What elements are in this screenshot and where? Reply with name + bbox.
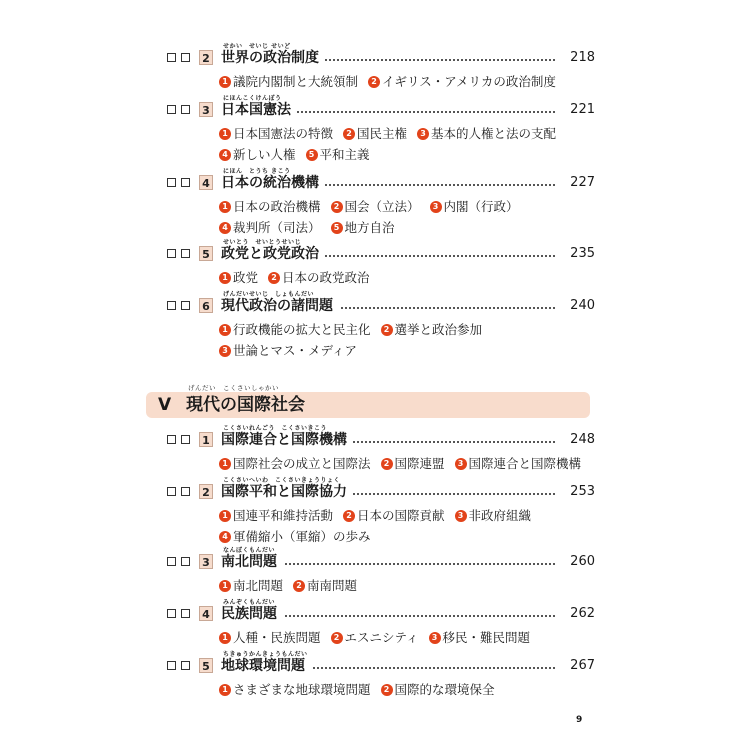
page-ref: 262: [566, 605, 595, 623]
subitem-text: 国際連盟: [394, 456, 445, 471]
subitem-list: [165, 627, 595, 648]
chapter-number: 1: [199, 432, 213, 447]
section-title: 現代の国際社会: [186, 395, 305, 415]
number-bullet: 2: [331, 201, 343, 213]
toc-entry-international-peace: [165, 477, 595, 547]
subitem-list: [165, 196, 595, 238]
subitem-text: 国連平和維持活動: [233, 508, 334, 523]
number-bullet: 1: [219, 580, 231, 592]
subitem-list: [165, 123, 595, 165]
checkbox-2[interactable]: [181, 249, 190, 258]
section-ruby-reading: げんだい こくさいしゃかい: [188, 384, 279, 392]
number-bullet: 3: [455, 458, 467, 470]
chapter-title: [221, 477, 353, 501]
chapter-title-text: 世界の政治制度: [221, 50, 319, 66]
chapter-title: [221, 547, 283, 571]
chapter-title-text: 現代政治の諸問題: [221, 298, 333, 314]
chapter-number: 5: [199, 658, 213, 673]
ruby-reading: げんだいせいじ しょもんだい: [223, 291, 315, 298]
subitem: [381, 453, 445, 474]
subitem: [219, 679, 371, 700]
subitem: [331, 217, 395, 238]
subitem-text: 地方自治: [344, 220, 395, 235]
checkbox-2[interactable]: [181, 301, 190, 310]
checkbox-1[interactable]: [167, 178, 176, 187]
subitem: [219, 144, 296, 165]
checkbox-1[interactable]: [167, 249, 176, 258]
page-ref: 267: [566, 657, 595, 675]
page-ref: 218: [566, 49, 595, 67]
number-bullet: 2: [368, 76, 380, 88]
toc-entry-world-political-systems: [165, 43, 595, 92]
chapter-number: 4: [199, 606, 213, 621]
subitem: [268, 267, 370, 288]
subitem-text: 内閣（行政）: [443, 199, 519, 214]
subitem-list: [165, 575, 595, 596]
number-bullet: 1: [219, 510, 231, 522]
number-bullet: 2: [343, 510, 355, 522]
page-number: 9: [576, 715, 583, 725]
ruby-reading: せいとう せいとうせいじ: [223, 239, 302, 246]
chapter-title: [221, 239, 325, 263]
ruby-reading: ちきゅうかんきょうもんだい: [223, 651, 308, 658]
subitem-text: 日本の政党政治: [282, 270, 370, 285]
chapter-title-text: 政党と政党政治: [221, 246, 319, 262]
subitem-text: エスニシティ: [344, 630, 419, 645]
ruby-reading: せかい せいじ せいど: [223, 43, 291, 50]
subitem-text: 選挙と政治参加: [394, 322, 483, 337]
chapter-title: [221, 168, 325, 192]
toc-entry-modern-political-issues: [165, 291, 595, 361]
chapter-number: 4: [199, 175, 213, 190]
checkbox-1[interactable]: [167, 609, 176, 618]
subitem-text: 裁判所（司法）: [233, 220, 321, 235]
ruby-reading: こくさいれんごう こくさいきこう: [223, 425, 328, 432]
subitem-text: 日本の政治機構: [233, 199, 321, 214]
checkbox-1[interactable]: [167, 487, 176, 496]
number-bullet: 3: [455, 510, 467, 522]
subitem-text: 国会（立法）: [344, 199, 420, 214]
subitem-list: [165, 267, 595, 288]
number-bullet: 1: [219, 201, 231, 213]
page-ref: 260: [566, 553, 595, 571]
checkbox-1[interactable]: [167, 53, 176, 62]
toc-entry-global-environment: [165, 651, 595, 700]
subitem-text: 世論とマス・メディア: [233, 343, 358, 358]
number-bullet: 2: [293, 580, 305, 592]
section-header: [146, 384, 590, 418]
subitem: [381, 679, 495, 700]
subitem: [331, 627, 419, 648]
subitem: [455, 505, 532, 526]
subitem: [429, 627, 531, 648]
page-ref: 235: [566, 245, 595, 263]
toc-entry-ethnic-issues: [165, 599, 595, 648]
number-bullet: 3: [219, 345, 231, 357]
subitem-list: [165, 319, 549, 361]
toc-entry-constitution: [165, 95, 595, 165]
number-bullet: 1: [219, 76, 231, 88]
subitem-text: 非政府組織: [468, 508, 532, 523]
page-ref: 253: [566, 483, 595, 501]
number-bullet: 2: [343, 128, 355, 140]
ruby-reading: にほんこくけんぽう: [223, 95, 282, 102]
number-bullet: 4: [219, 531, 231, 543]
subitem-text: 国際的な環境保全: [394, 682, 495, 697]
page-ref: 227: [566, 174, 595, 192]
number-bullet: 1: [219, 684, 231, 696]
subitem: [219, 453, 371, 474]
chapter-number: 2: [199, 50, 213, 65]
subitem: [306, 144, 370, 165]
toc-entry-north-south-problem: [165, 547, 595, 596]
checkbox-1[interactable]: [167, 661, 176, 670]
chapter-title-text: 南北問題: [221, 554, 277, 570]
subitem-list: [165, 71, 595, 92]
number-bullet: 2: [381, 684, 393, 696]
checkbox-2[interactable]: [181, 53, 190, 62]
subitem-text: 国際社会の成立と国際法: [233, 456, 371, 471]
number-bullet: 1: [219, 632, 231, 644]
subitem-text: 国際連合と国際機構: [468, 456, 582, 471]
toc-entry-governing-structure: [165, 168, 595, 238]
ruby-reading: にほん とうち きこう: [223, 168, 291, 175]
subitem: [219, 575, 283, 596]
subitem-text: 日本の国際貢献: [357, 508, 445, 523]
number-bullet: 4: [219, 149, 231, 161]
checkbox-1[interactable]: [167, 557, 176, 566]
subitem-text: 行政機能の拡大と民主化: [233, 322, 371, 337]
subitem-text: 人種・民族問題: [233, 630, 321, 645]
number-bullet: 5: [306, 149, 318, 161]
number-bullet: 1: [219, 324, 231, 336]
chapter-title: [221, 291, 339, 315]
subitem: [219, 267, 258, 288]
subitem: [368, 71, 556, 92]
checkbox-2[interactable]: [181, 435, 190, 444]
checkbox-1[interactable]: [167, 105, 176, 114]
chapter-number: 3: [199, 102, 213, 117]
chapter-title: [221, 43, 325, 67]
page-ref: 240: [566, 297, 595, 315]
subitem-text: 南南問題: [307, 578, 358, 593]
subitem: [219, 196, 321, 217]
chapter-title-text: 国際平和と国際協力: [221, 484, 347, 500]
subitem-text: イギリス・アメリカの政治制度: [382, 74, 556, 89]
chapter-title: [221, 425, 353, 449]
number-bullet: 1: [219, 128, 231, 140]
subitem-text: 軍備縮小（軍縮）の歩み: [233, 529, 371, 544]
ruby-reading: こくさいへいわ こくさいきょうりょく: [223, 477, 341, 484]
subitem: [219, 627, 321, 648]
subitem: [219, 123, 333, 144]
subitem-text: 基本的人権と法の支配: [431, 126, 557, 141]
number-bullet: 2: [381, 324, 393, 336]
section-roman-numeral: V: [158, 395, 172, 415]
number-bullet: 2: [381, 458, 393, 470]
subitem-text: 政党: [233, 270, 259, 285]
toc-entry-political-parties: [165, 239, 595, 288]
subitem: [381, 319, 483, 340]
subitem: [430, 196, 519, 217]
subitem: [219, 505, 333, 526]
chapter-title-text: 日本の統治機構: [221, 175, 319, 191]
subitem-list: [165, 679, 595, 700]
chapter-title-text: 日本国憲法: [221, 102, 291, 118]
checkbox-1[interactable]: [167, 435, 176, 444]
subitem-list: [165, 505, 595, 547]
number-bullet: 4: [219, 222, 231, 234]
subitem-text: 新しい人権: [233, 147, 296, 162]
subitem: [331, 196, 420, 217]
chapter-title: [221, 599, 283, 623]
checkbox-2[interactable]: [181, 557, 190, 566]
chapter-number: 2: [199, 484, 213, 499]
number-bullet: 3: [429, 632, 441, 644]
subitem-text: 南北問題: [233, 578, 284, 593]
checkbox-2[interactable]: [181, 105, 190, 114]
subitem-text: さまざまな地球環境問題: [233, 682, 371, 697]
checkbox-2[interactable]: [181, 178, 190, 187]
subitem: [219, 340, 357, 361]
page-ref: 221: [566, 101, 595, 119]
chapter-title: [221, 95, 297, 119]
number-bullet: 2: [268, 272, 280, 284]
chapter-number: 6: [199, 298, 213, 313]
chapter-number: 5: [199, 246, 213, 261]
subitem-text: 議院内閣制と大統領制: [233, 74, 359, 89]
number-bullet: 3: [417, 128, 429, 140]
chapter-number: 3: [199, 554, 213, 569]
subitem: [293, 575, 357, 596]
subitem-text: 日本国憲法の特徴: [233, 126, 334, 141]
page-ref: 248: [566, 431, 595, 449]
subitem-text: 国民主権: [357, 126, 408, 141]
subitem: [219, 319, 371, 340]
subitem-list: [165, 453, 595, 474]
subitem-text: 移民・難民問題: [442, 630, 531, 645]
ruby-reading: なんぼくもんだい: [223, 547, 276, 554]
subitem-text: 平和主義: [319, 147, 370, 162]
subitem: [219, 71, 358, 92]
chapter-title-text: 国際連合と国際機構: [221, 432, 347, 448]
checkbox-2[interactable]: [181, 609, 190, 618]
ruby-reading: みんぞくもんだい: [223, 599, 276, 606]
subitem: [343, 123, 407, 144]
number-bullet: 1: [219, 272, 231, 284]
checkbox-1[interactable]: [167, 301, 176, 310]
subitem: [455, 453, 582, 474]
number-bullet: 3: [430, 201, 442, 213]
subitem: [343, 505, 445, 526]
number-bullet: 2: [331, 632, 343, 644]
toc-entry-united-nations: [165, 425, 595, 474]
chapter-title-text: 民族問題: [221, 606, 277, 622]
number-bullet: 1: [219, 458, 231, 470]
chapter-title: [221, 651, 311, 675]
checkbox-2[interactable]: [181, 487, 190, 496]
chapter-title-text: 地球環境問題: [221, 658, 305, 674]
checkbox-2[interactable]: [181, 661, 190, 670]
number-bullet: 5: [331, 222, 343, 234]
subitem: [417, 123, 556, 144]
